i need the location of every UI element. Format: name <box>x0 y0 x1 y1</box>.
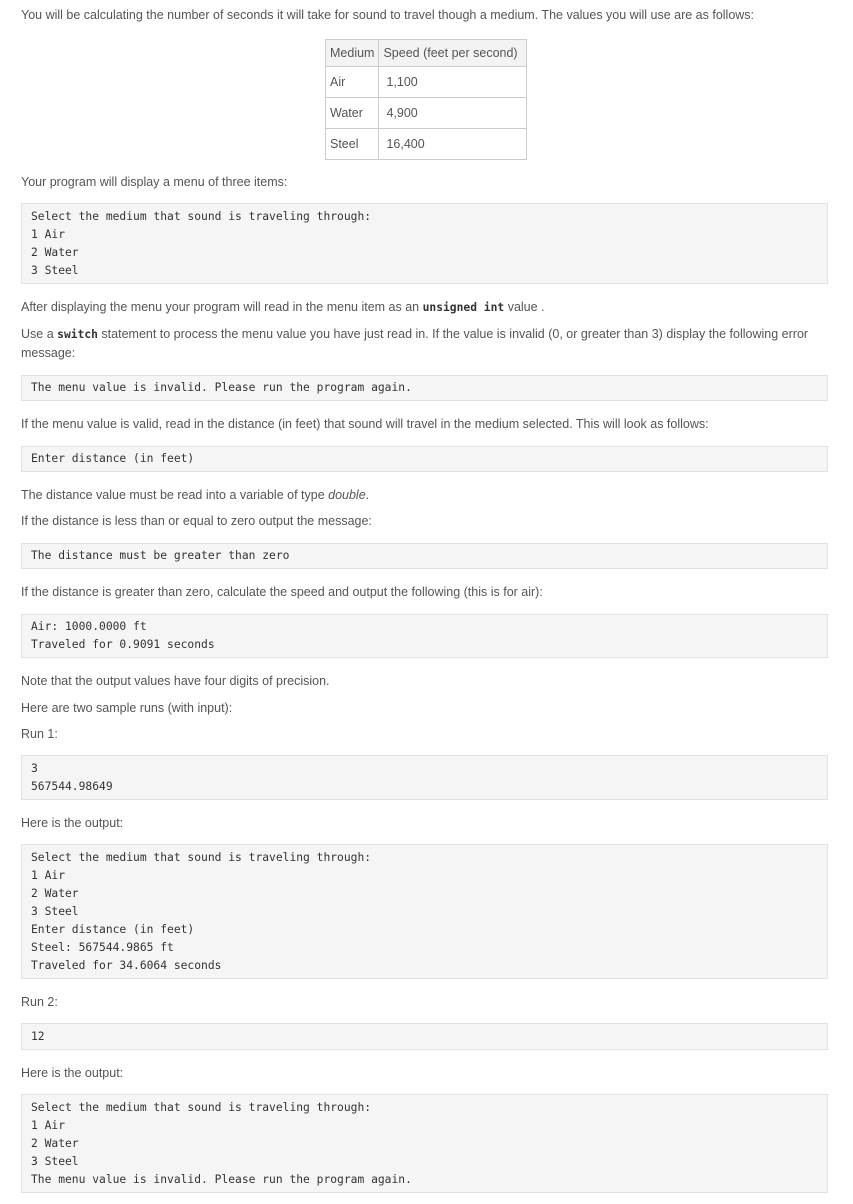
unsigned-int-code: unsigned int <box>422 301 505 314</box>
menu-code-block: Select the medium that sound is traveling through: 1 Air 2 Water 3 Steel <box>21 203 828 284</box>
valid-menu-paragraph: If the menu value is valid, read in the distance (in feet) that sound will travel in the medium selected. This will look as follows: <box>21 417 709 431</box>
after-menu-text-end: value . <box>504 300 545 314</box>
enter-distance-block: Enter distance (in feet) <box>21 446 828 472</box>
medium-cell: Air <box>326 67 379 98</box>
output-label-1: Here is the output: <box>21 816 124 830</box>
run1-output-block: Select the medium that sound is traveling through: 1 Air 2 Water 3 Steel Enter distance (in feet) Steel: 567544.9865 ft Traveled for 34.6064 seconds <box>21 844 828 979</box>
switch-text-start: Use a <box>21 327 58 341</box>
precision-note-paragraph: Note that the output values have four digits of precision. <box>21 674 330 688</box>
speed-table-header-row <box>326 40 527 67</box>
run2-output-block: Select the medium that sound is traveling through: 1 Air 2 Water 3 Steel The menu value is invalid. Please run the program again. <box>21 1094 828 1193</box>
switch-paragraph <box>21 325 830 362</box>
greater-paragraph: If the distance is greater than zero, calculate the speed and output the following (this is for air): <box>21 585 543 599</box>
speed-cell: 1,100 <box>379 67 527 98</box>
double-text-end: . <box>365 488 370 502</box>
table-row <box>326 67 527 98</box>
speed-cell: 16,400 <box>379 129 527 160</box>
intro-paragraph: You will be calculating the number of seconds it will take for sound to travel though a medium. The values you will use are as follows: <box>21 8 755 22</box>
le-zero-paragraph: If the distance is less than or equal to zero output the message: <box>21 514 372 528</box>
run2-label: Run 2: <box>21 995 58 1009</box>
double-paragraph <box>21 486 830 504</box>
switch-text-end: statement to process the menu value you have just read in. If the value is invalid (0, or greater than 3) display the following error message: <box>21 327 809 360</box>
run1-input-block: 3 567544.98649 <box>21 755 828 800</box>
header-medium: Medium <box>326 40 379 67</box>
medium-cell: Steel <box>326 129 379 160</box>
header-speed: Speed (feet per second) <box>379 40 527 67</box>
sample-runs-paragraph: Here are two sample runs (with input): <box>21 701 233 715</box>
output-label-2: Here is the output: <box>21 1066 124 1080</box>
after-menu-paragraph <box>21 298 830 317</box>
air-output-block: Air: 1000.0000 ft Traveled for 0.9091 seconds <box>21 614 828 658</box>
speed-cell: 4,900 <box>379 98 527 129</box>
table-row <box>326 129 527 160</box>
menu-intro-paragraph: Your program will display a menu of three items: <box>21 175 288 189</box>
double-type: double <box>328 488 366 502</box>
run1-label: Run 1: <box>21 727 58 741</box>
after-menu-text-start: After displaying the menu your program will read in the menu item as an <box>21 300 423 314</box>
switch-code: switch <box>57 328 98 341</box>
double-text-start: The distance value must be read into a variable of type <box>21 488 329 502</box>
table-row <box>326 98 527 129</box>
medium-cell: Water <box>326 98 379 129</box>
speed-table <box>325 39 527 160</box>
invalid-message-block: The menu value is invalid. Please run the program again. <box>21 375 828 401</box>
greater-than-zero-block: The distance must be greater than zero <box>21 543 828 569</box>
run2-input-block: 12 <box>21 1023 828 1050</box>
